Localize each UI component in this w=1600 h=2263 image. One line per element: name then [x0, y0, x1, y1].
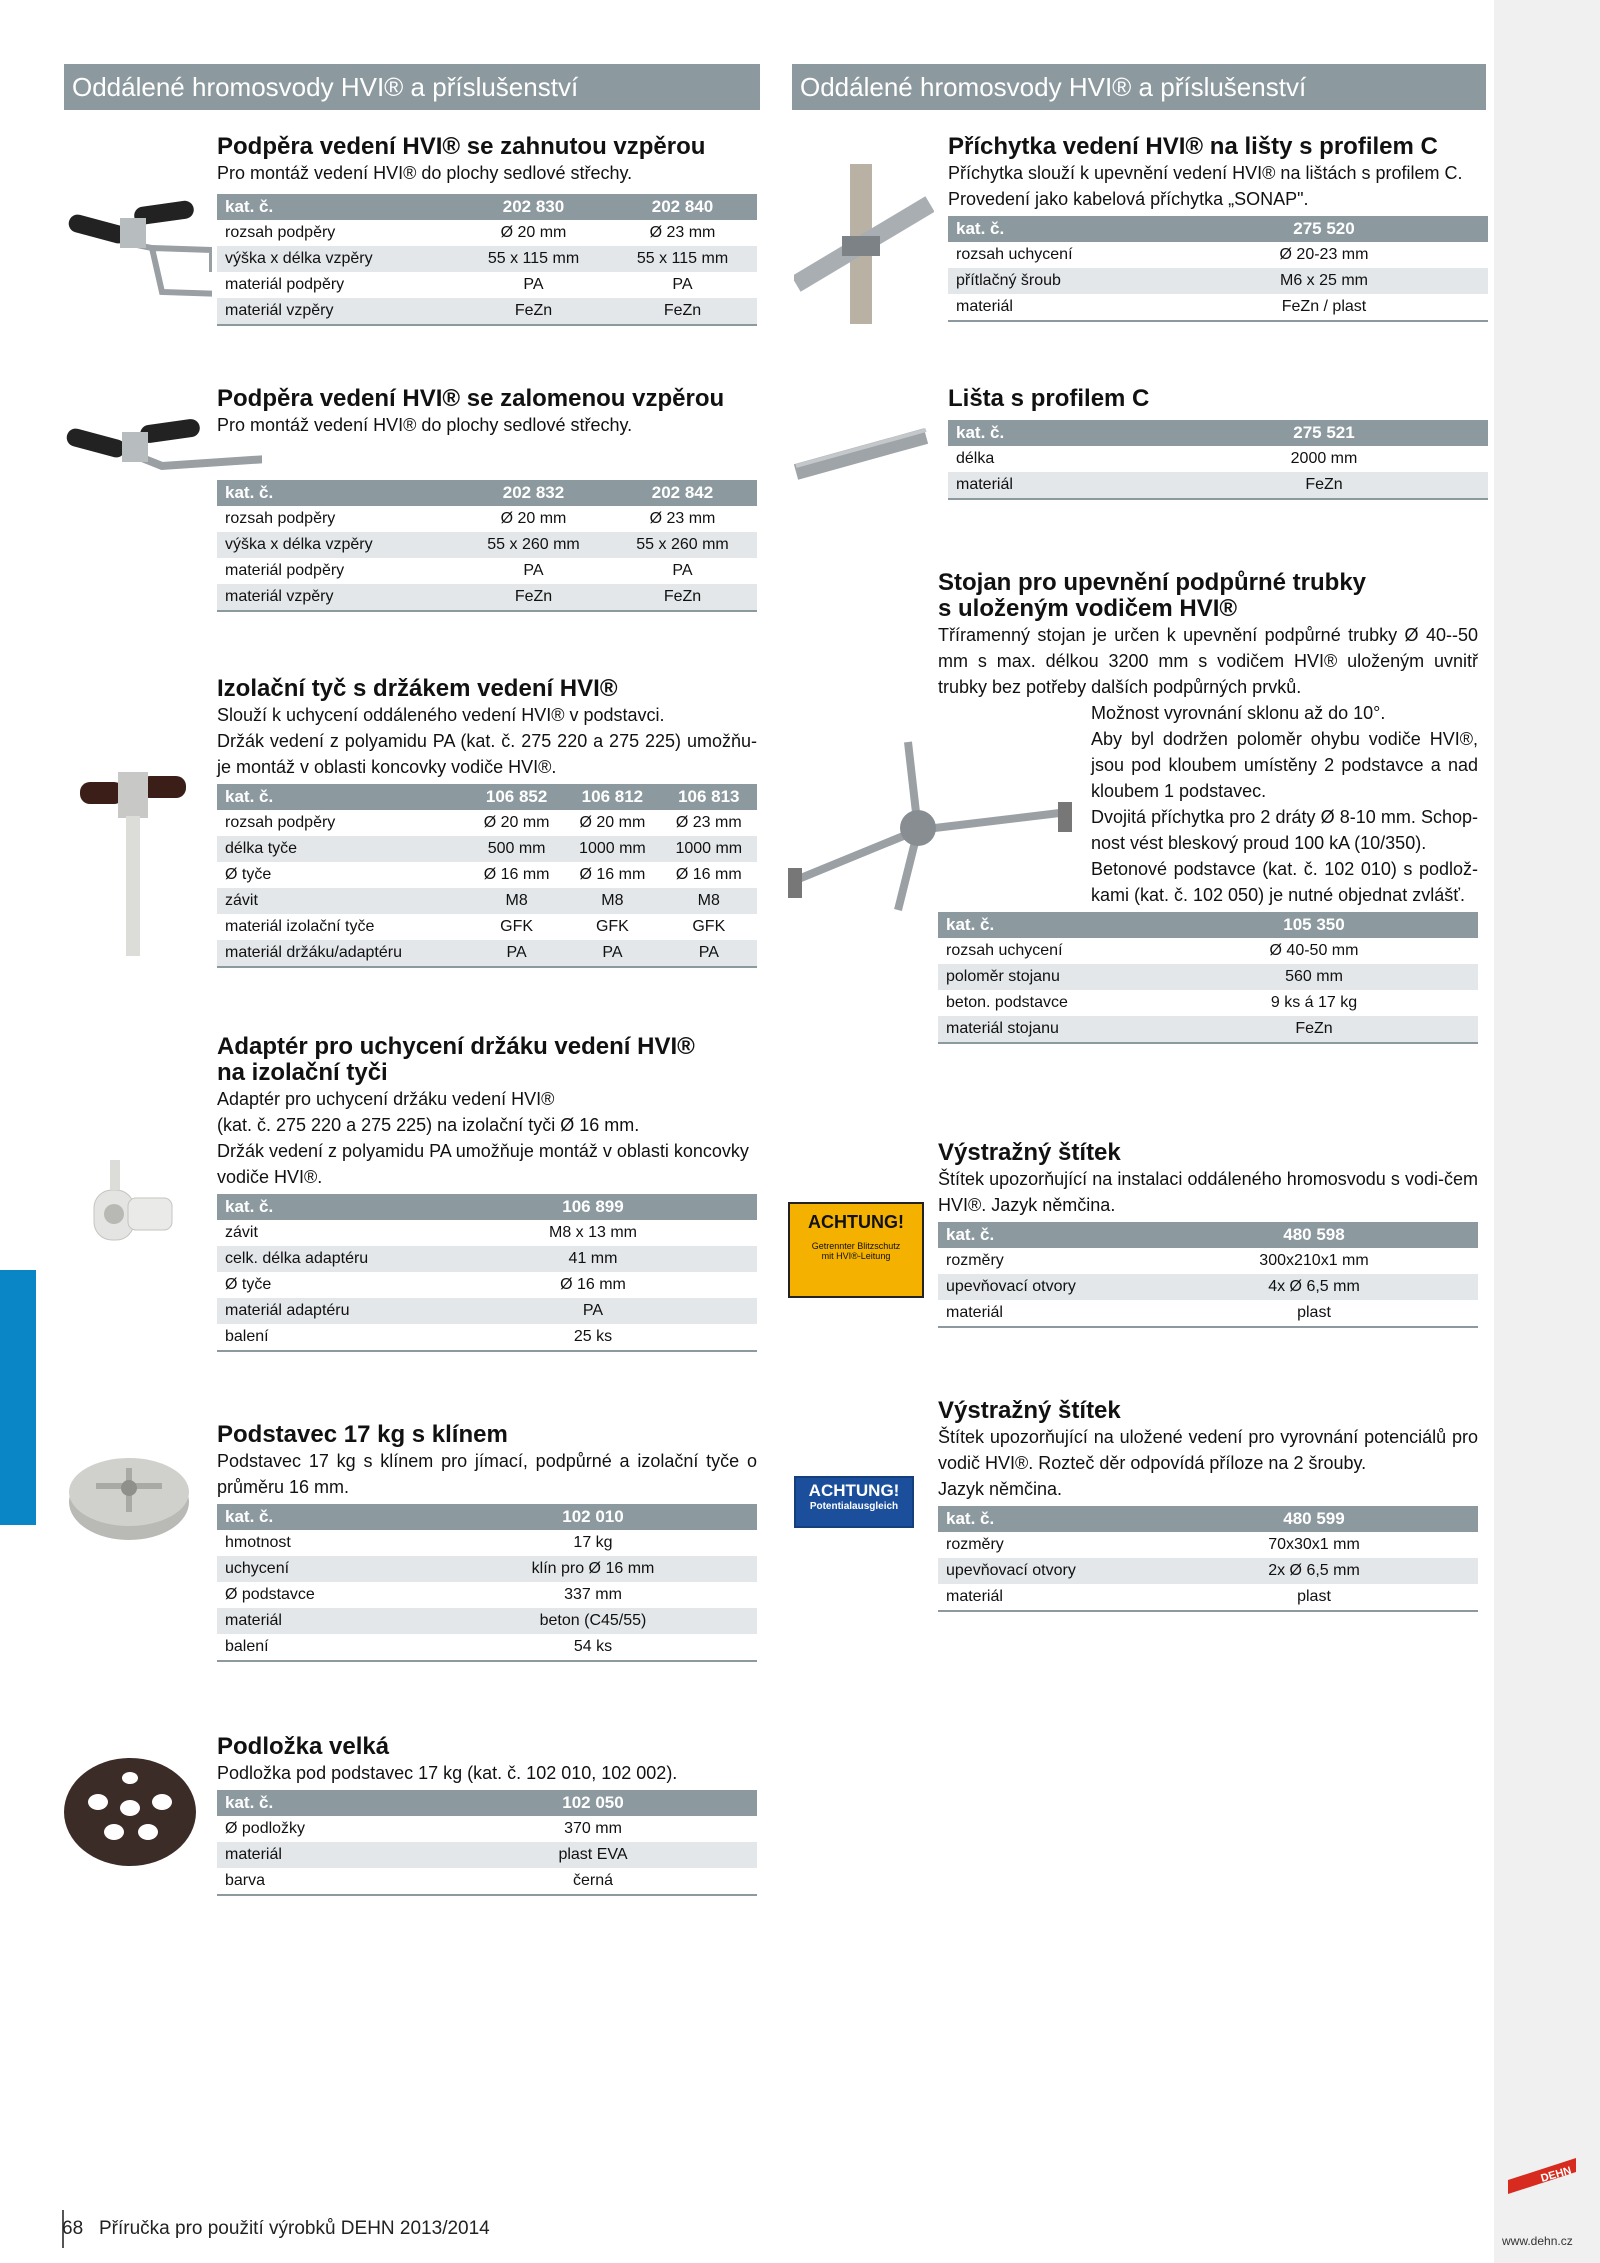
row-value: 70x30x1 mm	[1268, 1536, 1360, 1553]
catalog-number: 275 521	[1160, 420, 1488, 446]
section-title: Podpěra vedení HVI® se zahnutou vzpěrou	[217, 133, 706, 160]
table-row	[217, 836, 757, 862]
row-label: materiál podpěry	[225, 276, 345, 293]
row-label: balení	[225, 1638, 269, 1655]
row-label: Ø tyče	[225, 866, 272, 883]
table-row	[217, 1530, 757, 1556]
catalog-label: kat. č.	[217, 1504, 429, 1530]
row-value: 55 x 260 mm	[608, 532, 757, 558]
table-row	[217, 1816, 757, 1842]
row-value: plast EVA	[429, 1842, 757, 1868]
row-value: 337 mm	[564, 1586, 622, 1603]
table-row	[948, 268, 1488, 294]
table-row	[217, 1272, 757, 1298]
row-label: upevňovací otvory	[938, 1558, 1150, 1584]
row-value: 560 mm	[1150, 964, 1478, 990]
catalog-label: kat. č.	[217, 1194, 429, 1220]
product-image-hvi-support-bent	[62, 192, 212, 302]
catalog-label: kat. č.	[217, 1790, 429, 1816]
table-row	[217, 940, 757, 967]
catalog-label: kat. č.	[217, 784, 469, 810]
section-description-2: Držák vedení z polyamidu PA (kat. č. 275 220 a 275 225) umožňu-je montáž v oblasti koncovky vodiče HVI®.	[217, 731, 757, 777]
row-value: Ø 20 mm	[500, 224, 567, 241]
row-value: Ø 23 mm	[675, 814, 742, 831]
catalog-number: 105 350	[1150, 912, 1478, 938]
row-value: FeZn	[608, 298, 757, 325]
table-row	[938, 964, 1478, 990]
section-title: Podpěra vedení HVI® se zalomenou vzpěrou	[217, 385, 725, 412]
table-row	[217, 810, 757, 836]
spec-table	[217, 1194, 757, 1352]
catalog-number: 480 598	[1150, 1222, 1478, 1248]
row-value: 1000 mm	[564, 836, 660, 862]
row-label: hmotnost	[225, 1534, 291, 1551]
product-image-insulating-rod	[80, 758, 190, 958]
row-label: rozsah podpěry	[225, 224, 336, 241]
table-row	[938, 1584, 1478, 1611]
section-title: Stojan pro upevnění podpůrné trubky	[938, 569, 1367, 596]
row-label: materiál adaptéru	[217, 1298, 429, 1324]
section-hvi-support-bent	[217, 134, 757, 326]
row-value: 1000 mm	[661, 836, 757, 862]
product-image-c-profile-clip	[794, 164, 934, 324]
catalog-number: 106 899	[429, 1194, 757, 1220]
row-value: Ø 23 mm	[649, 224, 716, 241]
row-value: černá	[572, 1872, 614, 1889]
row-value: PA	[661, 940, 757, 967]
section-title: Adaptér pro uchycení držáku vedení HVI®	[217, 1033, 695, 1060]
section-title: Podložka velká	[217, 1733, 390, 1760]
table-row	[938, 1274, 1478, 1300]
catalog-label: kat. č.	[938, 912, 1150, 938]
row-label: celk. délka adaptéru	[217, 1246, 429, 1272]
row-value: 17 kg	[573, 1534, 613, 1551]
section-description: Podložka pod podstavec 17 kg (kat. č. 102 010, 102 002).	[217, 1763, 678, 1783]
warning-sign-potentialausgleich	[794, 1476, 914, 1528]
table-row	[938, 1532, 1478, 1558]
row-value: PA	[564, 940, 660, 967]
table-row	[217, 298, 757, 325]
table-row	[217, 1582, 757, 1608]
row-value: FeZn	[459, 298, 608, 325]
catalog-number: 202 830	[459, 194, 608, 220]
section-description: Pro montáž vedení HVI® do plochy sedlové střechy.	[217, 163, 633, 183]
row-label: materiál izolační tyče	[225, 918, 375, 935]
row-value: 2x Ø 6,5 mm	[1150, 1558, 1478, 1584]
table-row	[938, 1016, 1478, 1043]
row-value: Ø 16 mm	[579, 866, 646, 883]
row-value: PA	[429, 1298, 757, 1324]
spec-table	[938, 1506, 1478, 1612]
section-description: Adaptér pro uchycení držáku vedení HVI®	[217, 1089, 555, 1109]
chapter-tab	[0, 1270, 36, 1525]
table-row	[948, 446, 1488, 472]
row-value: PA	[672, 276, 693, 293]
row-value: M8 x 13 mm	[548, 1224, 637, 1241]
row-label: poloměr stojanu	[938, 964, 1150, 990]
row-label: rozsah uchycení	[956, 246, 1073, 263]
catalog-number: 202 842	[608, 480, 757, 506]
row-value: 9 ks á 17 kg	[1270, 994, 1358, 1011]
feature-concrete-bases: Betonové podstavce (kat. č. 102 010) s podlož-kami (kat. č. 102 050) je nutné objednat zvlášť.	[1091, 859, 1478, 905]
spec-table	[217, 1504, 757, 1662]
sign-title: ACHTUNG!	[808, 1481, 900, 1500]
catalog-number: 102 010	[429, 1504, 757, 1530]
row-value: GFK	[500, 918, 534, 935]
dehn-logo	[1502, 2152, 1582, 2196]
row-value: FeZn	[608, 584, 757, 611]
row-value: 500 mm	[469, 836, 564, 862]
section-description: Štítek upozorňující na uložené vedení pro vyrovnání potenciálů pro vodič HVI®. Rozteč děr odpovídá příloze na 2 šrouby.	[938, 1427, 1478, 1473]
row-value: FeZn	[1150, 1016, 1478, 1043]
table-row	[217, 1220, 757, 1246]
row-value: plast	[1297, 1588, 1331, 1605]
section-description: Štítek upozorňující na instalaci oddáleného hromosvodu s vodi-čem HVI®. Jazyk němčina.	[938, 1169, 1478, 1215]
row-label: materiál	[948, 472, 1160, 499]
row-label: výška x délka vzpěry	[217, 532, 459, 558]
catalog-label: kat. č.	[217, 480, 459, 506]
row-label: materiál podpěry	[225, 562, 345, 579]
row-value: GFK	[692, 918, 726, 935]
catalog-number: 275 520	[1160, 216, 1488, 242]
section-description: Pro montáž vedení HVI® do plochy sedlové střechy.	[217, 415, 633, 435]
section-title: Výstražný štítek	[938, 1397, 1121, 1424]
catalog-label: kat. č.	[938, 1222, 1150, 1248]
row-value: FeZn	[1160, 472, 1488, 499]
product-image-c-profile-rail	[794, 426, 930, 482]
product-image-base-pad	[62, 1756, 198, 1868]
row-value: 370 mm	[564, 1820, 622, 1837]
row-value: PA	[523, 562, 544, 579]
row-label: Ø podložky	[225, 1820, 306, 1837]
row-label: uchycení	[217, 1556, 429, 1582]
table-row	[217, 1298, 757, 1324]
feature-tilt: Možnost vyrovnání sklonu až do 10°.	[1091, 703, 1386, 723]
row-value: 300x210x1 mm	[1259, 1252, 1369, 1269]
catalog-number: 106 812	[564, 784, 660, 810]
row-value: M6 x 25 mm	[1160, 268, 1488, 294]
website: www.dehn.cz	[1502, 2234, 1573, 2248]
section-adapter	[217, 1034, 757, 1352]
row-label: přítlačný šroub	[948, 268, 1160, 294]
row-value: 25 ks	[573, 1328, 613, 1345]
product-image-adapter	[88, 1150, 188, 1260]
row-label: Ø podstavce	[225, 1586, 315, 1603]
row-value: 54 ks	[573, 1638, 613, 1655]
row-label: barva	[225, 1872, 266, 1889]
table-row	[217, 1556, 757, 1582]
row-value: M8	[469, 888, 564, 914]
table-row	[217, 1246, 757, 1272]
section-title: Izolační tyč s držákem vedení HVI®	[217, 675, 618, 702]
row-value: 55 x 115 mm	[608, 246, 757, 272]
table-row	[948, 472, 1488, 499]
table-row	[217, 506, 757, 532]
product-image-concrete-base	[66, 1446, 192, 1546]
catalog-label: kat. č.	[948, 216, 1160, 242]
row-label: rozsah podpěry	[225, 814, 336, 831]
spec-table	[948, 216, 1488, 322]
right-margin-strip	[1494, 0, 1600, 2263]
row-label: materiál držáku/adaptéru	[217, 940, 469, 967]
row-value: Ø 20 mm	[483, 814, 550, 831]
row-label: upevňovací otvory	[938, 1274, 1150, 1300]
catalog-number: 202 840	[608, 194, 757, 220]
row-label: materiál	[946, 1588, 1003, 1605]
footer	[62, 2218, 490, 2240]
row-value: PA	[469, 940, 564, 967]
row-value: Ø 23 mm	[649, 510, 716, 527]
row-label: materiál	[217, 1608, 429, 1634]
table-row	[217, 914, 757, 940]
row-value: 2000 mm	[1290, 450, 1358, 467]
row-value: FeZn / plast	[1281, 298, 1367, 315]
section-description-2: Jazyk němčina.	[938, 1479, 1063, 1499]
row-value: plast	[1297, 1304, 1331, 1321]
section-header-right: Oddálené hromosvody HVI® a příslušenství	[792, 64, 1486, 110]
catalog-number: 106 852	[469, 784, 564, 810]
section-warning-label-1	[938, 1140, 1478, 1328]
row-label: materiál vzpěry	[217, 298, 459, 325]
table-row	[938, 938, 1478, 964]
row-value: 55 x 260 mm	[459, 532, 608, 558]
row-value: Ø 20 mm	[500, 510, 567, 527]
row-value: M8	[564, 888, 660, 914]
section-insulating-rod	[217, 676, 757, 968]
section-description: Slouží k uchycení oddáleného vedení HVI® v podstavci.	[217, 705, 665, 725]
row-label: rozměry	[946, 1252, 1004, 1269]
table-row	[938, 990, 1478, 1016]
row-label: beton. podstavce	[946, 994, 1068, 1011]
section-title: Výstražný štítek	[938, 1139, 1121, 1166]
table-row	[217, 246, 757, 272]
row-label: výška x délka vzpěry	[217, 246, 459, 272]
section-description-3: Držák vedení z polyamidu PA umožňuje montáž v oblasti koncovky vodiče HVI®.	[217, 1141, 749, 1187]
section-title: Příchytka vedení HVI® na lišty s profilem C	[948, 133, 1438, 160]
table-row	[217, 1324, 757, 1351]
catalog-label: kat. č.	[948, 420, 1160, 446]
row-label: rozsah podpěry	[225, 510, 336, 527]
table-row	[938, 1248, 1478, 1274]
catalog-number: 480 599	[1150, 1506, 1478, 1532]
book-title: Příručka pro použití výrobků DEHN 2013/2014	[98, 2218, 490, 2239]
section-concrete-base	[217, 1422, 757, 1662]
table-row	[938, 1558, 1478, 1584]
row-label: délka	[956, 450, 995, 467]
row-value: Ø 16 mm	[560, 1276, 626, 1293]
table-row	[217, 1842, 757, 1868]
row-label: materiál	[956, 298, 1013, 315]
section-header-left: Oddálené hromosvody HVI® a příslušenství	[64, 64, 760, 110]
table-row	[217, 584, 757, 611]
sign-line-2: mit HVI®-Leitung	[821, 1251, 891, 1261]
section-c-profile-clip	[948, 134, 1488, 322]
table-row	[217, 1868, 757, 1895]
section-description-2: (kat. č. 275 220 a 275 225) na izolační tyči Ø 16 mm.	[217, 1115, 640, 1135]
row-label: Ø tyče	[225, 1276, 272, 1293]
catalog-label: kat. č.	[938, 1506, 1150, 1532]
section-description: Příchytka slouží k upevnění vedení HVI® na lištách s profilem C.	[948, 163, 1463, 183]
table-row	[217, 532, 757, 558]
sign-line-1: Getrennter Blitzschutz	[811, 1241, 901, 1251]
section-title: Podstavec 17 kg s klínem	[217, 1421, 508, 1448]
sign-line-1: Potentialausgleich	[809, 1501, 899, 1512]
table-row	[217, 220, 757, 246]
spec-table	[217, 784, 757, 968]
table-row	[217, 1634, 757, 1661]
section-description: Tříramenný stojan je určen k upevnění podpůrné trubky Ø 40--50 mm s max. délkou 3200 mm s vodičem HVI® uloženým uvnitř trubky bez potřeby dalších podpůrných prvků.	[938, 625, 1478, 697]
spec-table	[217, 1790, 757, 1896]
row-label: závit	[217, 888, 469, 914]
row-value: Ø 20-23 mm	[1279, 246, 1369, 263]
catalog-number: 106 813	[661, 784, 757, 810]
table-row	[217, 862, 757, 888]
section-c-profile-rail	[948, 386, 1488, 500]
spec-table	[948, 420, 1488, 500]
feature-double-clip: Dvojitá příchytka pro 2 dráty Ø 8-10 mm. Schop-nost vést bleskový proud 100 kA (10/350).	[1091, 807, 1478, 853]
section-title-2: na izolační tyči	[217, 1059, 388, 1086]
feature-bending-radius: Aby byl dodržen poloměr ohybu vodiče HVI®, jsou pod kloubem umístěny 2 podstavce a nad kloubem 1 podstavec.	[1091, 729, 1478, 801]
row-label: závit	[225, 1224, 258, 1241]
row-value: klín pro Ø 16 mm	[429, 1556, 757, 1582]
row-value: GFK	[595, 918, 629, 935]
table-row	[948, 242, 1488, 268]
spec-table	[938, 1222, 1478, 1328]
catalog-number: 102 050	[429, 1790, 757, 1816]
row-value: Ø 20 mm	[579, 814, 646, 831]
section-title: Lišta s profilem C	[948, 385, 1150, 412]
section-title-2: s uloženým vodičem HVI®	[938, 595, 1238, 622]
row-value: 4x Ø 6,5 mm	[1150, 1274, 1478, 1300]
row-value: beton (C45/55)	[429, 1608, 757, 1634]
spec-table	[217, 480, 757, 612]
row-value: FeZn	[459, 584, 608, 611]
spec-table	[938, 912, 1478, 1044]
row-label: balení	[225, 1328, 269, 1345]
row-label: materiál vzpěry	[217, 584, 459, 611]
row-label: materiál	[217, 1842, 429, 1868]
section-warning-label-2	[938, 1398, 1478, 1612]
table-row	[948, 294, 1488, 321]
row-value: M8	[661, 888, 757, 914]
catalog-number: 202 832	[459, 480, 608, 506]
row-value: Ø 40-50 mm	[1269, 942, 1359, 959]
table-row	[217, 558, 757, 584]
catalog-label: kat. č.	[217, 194, 459, 220]
table-row	[217, 272, 757, 298]
row-label: materiál stojanu	[938, 1016, 1150, 1043]
row-value: PA	[523, 276, 544, 293]
section-tripod-stand	[938, 570, 1478, 1044]
table-row	[217, 1608, 757, 1634]
row-value: PA	[672, 562, 693, 579]
table-row	[938, 1300, 1478, 1327]
row-label: délka tyče	[217, 836, 469, 862]
row-label: rozsah uchycení	[946, 942, 1063, 959]
section-description: Podstavec 17 kg s klínem pro jímací, podpůrné a izolační tyče o průměru 16 mm.	[217, 1451, 757, 1497]
logo-text: DEHN	[1539, 2164, 1573, 2185]
row-label: materiál	[946, 1304, 1003, 1321]
sign-title: ACHTUNG!	[808, 1212, 904, 1232]
page-number: 68	[62, 2218, 84, 2239]
warning-sign-blitzschutz	[788, 1202, 924, 1298]
section-base-pad	[217, 1734, 757, 1896]
section-description-2: Provedení jako kabelová příchytka „SONAP".	[948, 189, 1309, 209]
row-value: 41 mm	[429, 1246, 757, 1272]
section-hvi-support-angled	[217, 386, 757, 612]
row-value: Ø 16 mm	[483, 866, 550, 883]
row-value: 55 x 115 mm	[459, 246, 608, 272]
row-label: rozměry	[946, 1536, 1004, 1553]
table-row	[217, 888, 757, 914]
row-value: Ø 16 mm	[675, 866, 742, 883]
spec-table	[217, 194, 757, 326]
